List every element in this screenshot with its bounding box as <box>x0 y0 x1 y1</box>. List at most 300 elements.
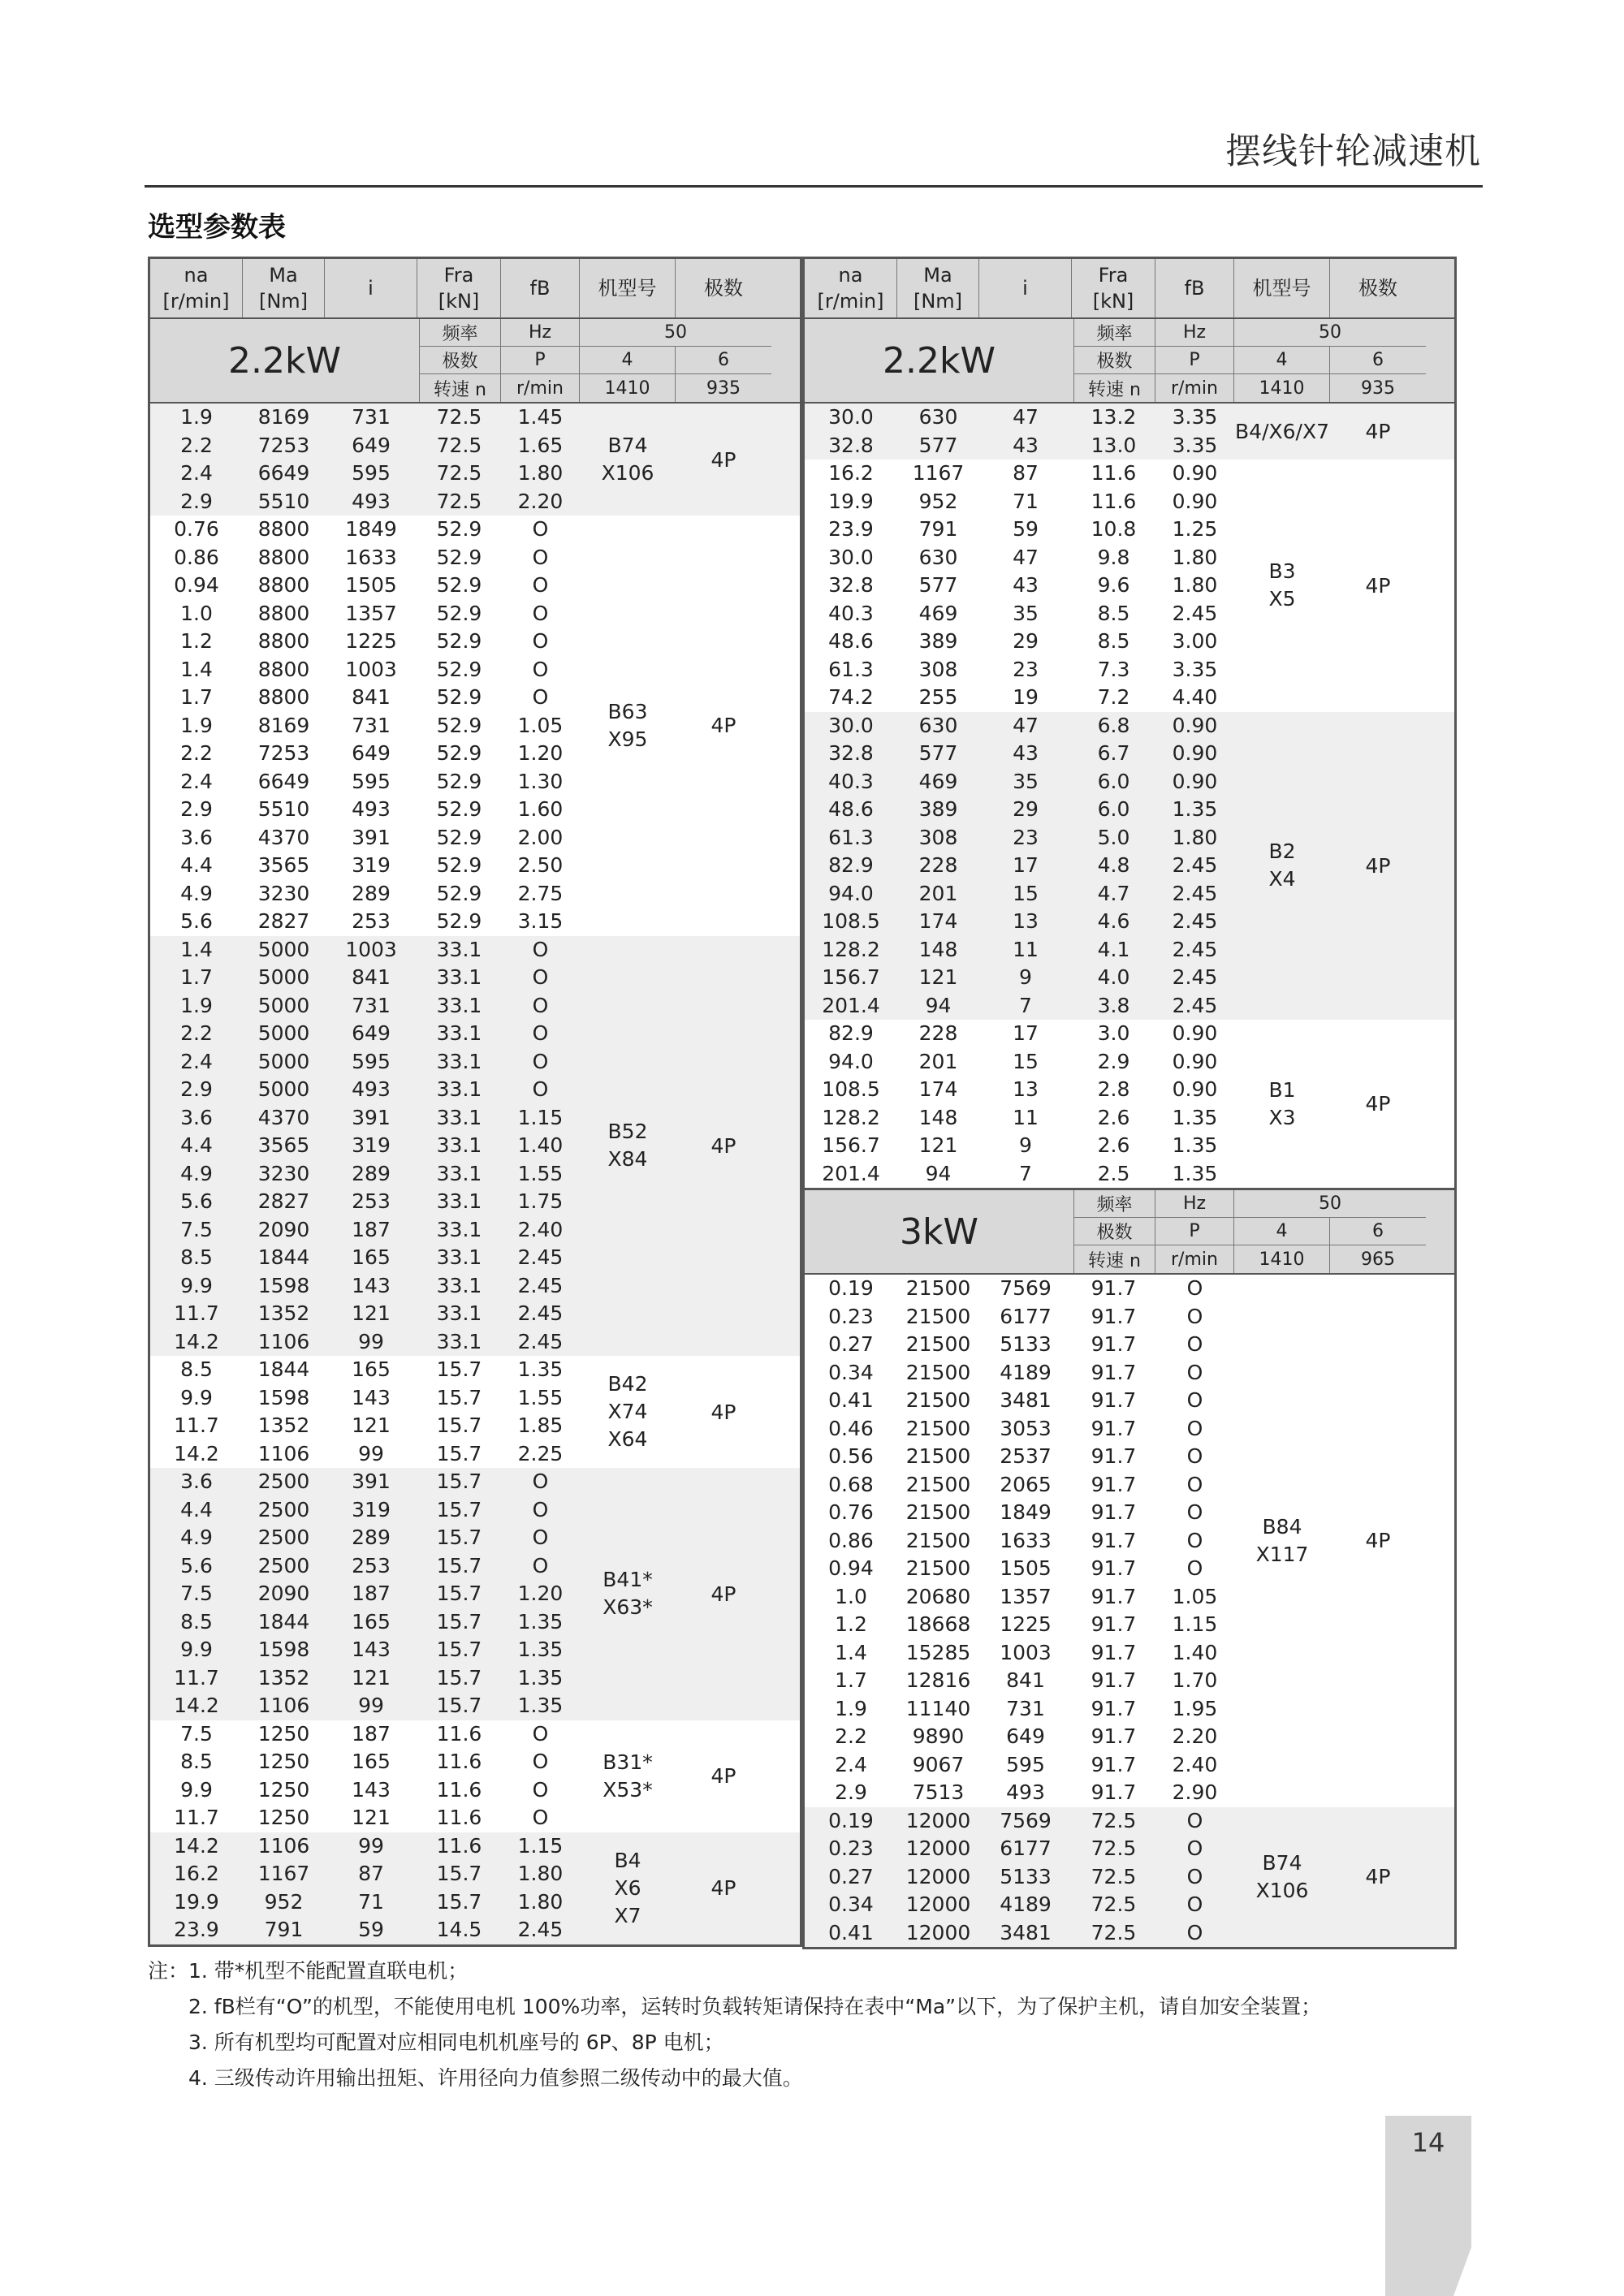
na-cell: 8.5 <box>180 1609 213 1634</box>
motor-power: 2.2kW <box>150 319 420 402</box>
ratio-cell: 143 <box>352 1777 391 1802</box>
table-row <box>805 460 1234 488</box>
na-cell: 0.27 <box>828 1864 874 1888</box>
freq-label: 频率 <box>1074 1190 1155 1218</box>
ratio-cell: 13 <box>1013 909 1039 933</box>
fra-cell: 91.7 <box>1091 1472 1137 1496</box>
fb-cell: O <box>1186 1920 1203 1944</box>
ma-cell: 228 <box>918 1021 958 1045</box>
na-cell: 0.94 <box>828 1556 874 1580</box>
fb-cell: O <box>1186 1304 1203 1328</box>
column-header-unit: [r/min] <box>162 290 230 313</box>
na-cell: 4.9 <box>180 1526 213 1549</box>
ratio-cell: 1849 <box>345 517 397 541</box>
ma-cell: 952 <box>918 489 958 513</box>
na-cell: 2.2 <box>180 1021 213 1045</box>
model-cell <box>1234 1807 1330 1948</box>
column-header-unit: [r/min] <box>817 290 884 313</box>
ratio-cell: 35 <box>1013 601 1039 625</box>
fb-cell: 1.35 <box>517 1665 564 1690</box>
pole-unit: P <box>501 347 580 374</box>
ratio-cell: 99 <box>358 1329 384 1353</box>
notes <box>148 1953 1321 2096</box>
na-cell: 32.8 <box>828 573 874 597</box>
ratio-cell: 1505 <box>1000 1556 1052 1580</box>
ma-cell: 12000 <box>905 1808 971 1832</box>
model-number: B74 <box>1262 1850 1302 1875</box>
model-group <box>150 936 800 1357</box>
model-number: B4 <box>614 1848 641 1872</box>
fra-cell: 5.0 <box>1097 825 1130 849</box>
model-number: X64 <box>607 1427 648 1451</box>
ma-cell: 21500 <box>905 1416 971 1440</box>
freq-label: 频率 <box>1074 319 1155 347</box>
table-row <box>150 1412 580 1440</box>
model-cell <box>580 404 676 516</box>
na-cell: 108.5 <box>822 1077 880 1101</box>
fb-cell: 0.90 <box>1172 1049 1218 1073</box>
ratio-cell: 649 <box>352 741 391 765</box>
fb-cell: 2.45 <box>517 1273 564 1297</box>
table-row <box>805 712 1234 740</box>
na-cell: 5.6 <box>180 909 213 933</box>
ma-cell: 12000 <box>905 1836 971 1860</box>
column-header <box>1155 259 1234 317</box>
ma-cell: 94 <box>925 1161 952 1185</box>
ma-cell: 5000 <box>257 1077 310 1101</box>
na-cell: 1.7 <box>180 965 213 989</box>
fb-cell: 4.40 <box>1172 685 1218 709</box>
column-header-unit: [Nm] <box>913 290 963 313</box>
fb-cell: O <box>532 657 549 681</box>
na-cell: 9.9 <box>180 1777 213 1802</box>
ma-cell: 8800 <box>257 629 310 653</box>
table-row <box>805 1359 1234 1388</box>
ma-cell: 577 <box>918 741 958 765</box>
ma-cell: 1167 <box>912 461 965 485</box>
table-row <box>805 488 1234 516</box>
fb-cell: 1.80 <box>1172 545 1218 569</box>
group-rows <box>805 460 1234 712</box>
model-number: X74 <box>607 1400 648 1423</box>
poles-cell: 4P <box>710 1764 736 1788</box>
na-cell: 1.0 <box>835 1584 867 1608</box>
na-cell: 32.8 <box>828 433 874 457</box>
table-row <box>150 1776 580 1805</box>
fra-cell: 2.9 <box>1097 1049 1130 1073</box>
na-cell: 0.94 <box>174 573 219 597</box>
table-row <box>150 1020 580 1048</box>
ma-cell: 3230 <box>257 1161 310 1185</box>
fb-cell: 2.45 <box>1172 993 1218 1017</box>
table-row <box>150 1552 580 1581</box>
fra-cell: 11.6 <box>436 1750 482 1773</box>
ma-cell: 9890 <box>912 1724 965 1748</box>
table-row <box>805 516 1234 544</box>
model-cell <box>1234 712 1330 1021</box>
fb-cell: 2.45 <box>1172 965 1218 989</box>
ma-cell: 2827 <box>257 1189 310 1213</box>
column-header <box>417 259 501 317</box>
ratio-cell: 121 <box>352 1413 391 1437</box>
fra-cell: 2.8 <box>1097 1077 1130 1101</box>
ratio-cell: 289 <box>352 1526 391 1549</box>
motor-power: 3kW <box>805 1190 1074 1273</box>
ratio-cell: 23 <box>1013 657 1039 681</box>
fra-cell: 15.7 <box>436 1582 482 1605</box>
column-header-label: fB <box>1184 277 1205 300</box>
ratio-cell: 29 <box>1013 629 1039 653</box>
fra-cell: 3.0 <box>1097 1021 1130 1045</box>
speed-6: 935 <box>1361 378 1395 399</box>
ratio-cell: 187 <box>352 1582 391 1605</box>
fra-cell: 15.7 <box>436 1665 482 1690</box>
ma-cell: 1250 <box>257 1750 310 1773</box>
model-group <box>150 516 800 936</box>
na-cell: 2.2 <box>180 433 213 457</box>
fra-cell: 7.2 <box>1097 685 1130 709</box>
section-title: 选型参数表 <box>148 211 286 244</box>
speed-4: 1410 <box>1234 374 1330 402</box>
table-row <box>805 1020 1234 1048</box>
ratio-cell: 99 <box>358 1694 384 1717</box>
ma-cell: 12000 <box>905 1892 971 1916</box>
na-cell: 0.19 <box>828 1276 874 1300</box>
ma-cell: 3230 <box>257 881 310 905</box>
ratio-cell: 595 <box>352 769 391 793</box>
column-header-unit: [kN] <box>1092 290 1134 313</box>
table-row <box>150 1664 580 1693</box>
na-cell: 0.23 <box>828 1304 874 1328</box>
table-row <box>150 908 580 936</box>
na-cell: 2.2 <box>835 1724 867 1748</box>
ma-cell: 2500 <box>257 1526 310 1549</box>
table-row <box>805 1779 1234 1807</box>
ma-cell: 1106 <box>257 1694 310 1717</box>
na-cell: 1.9 <box>180 993 213 1017</box>
fb-cell: 2.20 <box>517 489 564 513</box>
pole-label: 极数 <box>1074 347 1155 374</box>
fb-cell: 1.20 <box>517 741 564 765</box>
fb-cell: 1.80 <box>517 1889 564 1914</box>
ratio-cell: 4189 <box>1000 1360 1052 1384</box>
ma-cell: 8800 <box>257 685 310 709</box>
ma-cell: 2090 <box>257 1217 310 1241</box>
fb-cell: 1.15 <box>1172 1612 1218 1636</box>
na-cell: 40.3 <box>828 769 874 793</box>
fb-cell: 0.90 <box>1172 1021 1218 1045</box>
table-row <box>805 1807 1234 1836</box>
model-number: X84 <box>607 1147 648 1172</box>
fra-cell: 33.1 <box>436 1049 482 1073</box>
model-number: X3 <box>1268 1105 1296 1129</box>
fra-cell: 15.7 <box>436 1441 482 1465</box>
table-row <box>805 880 1234 908</box>
na-cell: 11.7 <box>174 1413 219 1437</box>
freq-label: 频率 <box>420 319 501 347</box>
poles-cell: 4P <box>710 1876 736 1900</box>
poles-cell: 4P <box>1365 1092 1391 1116</box>
ratio-cell: 391 <box>352 1470 391 1493</box>
fra-cell: 72.5 <box>1091 1836 1137 1860</box>
ratio-cell: 5133 <box>1000 1864 1052 1888</box>
na-cell: 2.4 <box>180 461 213 485</box>
ratio-cell: 19 <box>1013 685 1039 709</box>
ma-cell: 2500 <box>257 1470 310 1493</box>
table-row <box>150 1636 580 1664</box>
na-cell: 19.9 <box>174 1889 219 1914</box>
ma-cell: 12000 <box>905 1920 971 1944</box>
ma-cell: 577 <box>918 573 958 597</box>
ma-cell: 577 <box>918 433 958 457</box>
column-header-label: Ma <box>923 264 952 287</box>
ma-cell: 1106 <box>257 1441 310 1465</box>
fra-cell: 33.1 <box>436 1133 482 1157</box>
column-header <box>243 259 325 317</box>
na-cell: 2.9 <box>180 797 213 821</box>
na-cell: 0.46 <box>828 1416 874 1440</box>
fb-cell: 3.00 <box>1172 629 1218 653</box>
fra-cell: 3.8 <box>1097 993 1130 1017</box>
na-cell: 1.9 <box>835 1696 867 1720</box>
fra-cell: 52.9 <box>436 713 482 737</box>
na-cell: 1.2 <box>835 1612 867 1636</box>
pole-4: 4 <box>1234 1218 1330 1245</box>
table-row <box>805 1583 1234 1612</box>
na-cell: 30.0 <box>828 713 874 737</box>
table-row <box>805 1132 1234 1160</box>
ratio-cell: 289 <box>352 881 391 905</box>
fb-cell: 1.35 <box>1172 797 1218 821</box>
ratio-cell: 1225 <box>345 629 397 653</box>
na-cell: 7.5 <box>180 1721 213 1746</box>
fra-cell: 4.7 <box>1097 881 1130 905</box>
table-row <box>805 1471 1234 1500</box>
column-header <box>501 259 580 317</box>
model-number: B42 <box>607 1372 648 1396</box>
ma-cell: 1250 <box>257 1721 310 1746</box>
ma-cell: 94 <box>925 993 952 1017</box>
fb-cell: O <box>532 965 549 989</box>
na-cell: 82.9 <box>828 1021 874 1045</box>
table-row <box>805 1751 1234 1780</box>
fra-cell: 15.7 <box>436 1413 482 1437</box>
speed-6: 935 <box>706 378 741 399</box>
na-cell: 4.4 <box>180 1497 213 1521</box>
fra-cell: 91.7 <box>1091 1696 1137 1720</box>
fra-cell: 15.7 <box>436 1357 482 1381</box>
na-cell: 14.2 <box>174 1694 219 1717</box>
fb-cell: 1.45 <box>517 405 564 429</box>
ratio-cell: 253 <box>352 1553 391 1577</box>
model-cell <box>1234 1020 1330 1188</box>
group-rows <box>805 1020 1234 1188</box>
ratio-cell: 319 <box>352 1133 391 1157</box>
na-cell: 3.6 <box>180 1105 213 1129</box>
ma-cell: 8800 <box>257 601 310 625</box>
na-cell: 0.76 <box>174 517 219 541</box>
ma-cell: 21500 <box>905 1304 971 1328</box>
fb-cell: 2.45 <box>517 1245 564 1269</box>
fb-cell: 2.25 <box>517 1441 564 1465</box>
column-header-label: fB <box>529 277 551 300</box>
na-cell: 11.7 <box>174 1806 219 1829</box>
table-row <box>150 992 580 1021</box>
table-row <box>150 1300 580 1328</box>
model-number: B52 <box>607 1120 648 1144</box>
column-header-label: na <box>184 264 209 287</box>
ratio-cell: 165 <box>352 1750 391 1773</box>
model-number: X63* <box>603 1595 653 1620</box>
na-cell: 0.34 <box>828 1360 874 1384</box>
poles-cell: 4P <box>1365 573 1391 598</box>
group-rows <box>150 404 580 516</box>
table-row <box>805 1863 1234 1892</box>
fra-cell: 4.8 <box>1097 853 1130 877</box>
ratio-cell: 17 <box>1013 1021 1039 1045</box>
table-row <box>805 1695 1234 1724</box>
table-row <box>805 572 1234 600</box>
ratio-cell: 493 <box>352 1077 391 1101</box>
na-cell: 14.2 <box>174 1441 219 1465</box>
na-cell: 4.9 <box>180 1161 213 1185</box>
fb-cell: 1.30 <box>517 769 564 793</box>
fra-cell: 8.5 <box>1097 629 1130 653</box>
pole-6: 6 <box>1330 347 1426 374</box>
table-row <box>150 1244 580 1272</box>
ma-cell: 8169 <box>257 713 310 737</box>
poles-cell: 4P <box>710 1400 736 1424</box>
ma-cell: 18668 <box>905 1612 971 1636</box>
na-cell: 16.2 <box>174 1862 219 1885</box>
fra-cell: 91.7 <box>1091 1360 1137 1384</box>
table-row <box>150 1188 580 1216</box>
column-header <box>979 259 1072 317</box>
ma-cell: 15285 <box>905 1640 971 1664</box>
ma-cell: 1250 <box>257 1777 310 1802</box>
fb-cell: O <box>532 601 549 625</box>
table-row <box>150 1580 580 1608</box>
ma-cell: 21500 <box>905 1388 971 1412</box>
table-row <box>150 404 580 432</box>
fb-cell: 1.15 <box>517 1105 564 1129</box>
speed-6: 965 <box>1361 1249 1395 1270</box>
na-cell: 0.41 <box>828 1388 874 1412</box>
fra-cell: 15.7 <box>436 1553 482 1577</box>
na-cell: 4.4 <box>180 853 213 877</box>
table-row <box>805 628 1234 656</box>
fra-cell: 72.5 <box>436 433 482 457</box>
na-cell: 30.0 <box>828 405 874 429</box>
ratio-cell: 6177 <box>1000 1836 1052 1860</box>
fb-cell: 3.15 <box>517 909 564 933</box>
table-row <box>150 1916 580 1944</box>
table-row <box>150 740 580 768</box>
na-cell: 16.2 <box>828 461 874 485</box>
table-row <box>805 684 1234 712</box>
table-row <box>150 488 580 516</box>
model-group <box>805 1020 1454 1188</box>
motor-power: 2.2kW <box>805 319 1074 402</box>
ma-cell: 148 <box>918 1105 958 1129</box>
pole-label: 极数 <box>420 347 501 374</box>
fra-cell: 15.7 <box>436 1609 482 1634</box>
fra-cell: 11.6 <box>436 1833 482 1858</box>
fb-cell: 1.05 <box>517 713 564 737</box>
model-group <box>805 712 1454 1021</box>
ratio-cell: 289 <box>352 1161 391 1185</box>
ma-cell: 5000 <box>257 1021 310 1045</box>
fb-cell: 0.90 <box>1172 489 1218 513</box>
poles-cell: 4P <box>1365 1529 1391 1553</box>
fb-cell: O <box>532 1077 549 1101</box>
fb-cell: 0.90 <box>1172 769 1218 793</box>
fra-cell: 13.2 <box>1091 405 1137 429</box>
ratio-cell: 47 <box>1013 713 1039 737</box>
ma-cell: 21500 <box>905 1444 971 1468</box>
table-row <box>805 656 1234 684</box>
table-row <box>150 572 580 600</box>
ma-cell: 791 <box>264 1918 304 1941</box>
fb-cell: 1.75 <box>517 1189 564 1213</box>
ma-cell: 308 <box>918 657 958 681</box>
fra-cell: 9.6 <box>1097 573 1130 597</box>
ma-cell: 1598 <box>257 1638 310 1661</box>
fra-cell: 33.1 <box>436 1161 482 1185</box>
fra-cell: 33.1 <box>436 965 482 989</box>
fra-cell: 91.7 <box>1091 1276 1137 1300</box>
poles-cell: 4P <box>1365 420 1391 443</box>
ratio-cell: 841 <box>352 965 391 989</box>
fb-cell: O <box>532 1553 549 1577</box>
fra-cell: 6.8 <box>1097 713 1130 737</box>
fb-cell: 2.20 <box>1172 1724 1218 1748</box>
fra-cell: 52.9 <box>436 629 482 653</box>
ratio-cell: 165 <box>352 1357 391 1381</box>
table-row <box>150 1048 580 1077</box>
na-cell: 128.2 <box>822 1105 880 1129</box>
ratio-cell: 87 <box>358 1862 384 1885</box>
fra-cell: 91.7 <box>1091 1612 1137 1636</box>
pole-label: 极数 <box>1074 1218 1155 1245</box>
fb-cell: 1.65 <box>517 433 564 457</box>
table-row <box>150 684 580 712</box>
fra-cell: 15.7 <box>436 1470 482 1493</box>
note-3: 3. 所有机型均可配置对应相同电机机座号的 6P、8P 电机； <box>188 2031 724 2054</box>
fb-cell: 0.90 <box>1172 713 1218 737</box>
fb-cell: 1.35 <box>517 1638 564 1661</box>
ma-cell: 630 <box>918 713 958 737</box>
speed-unit: r/min <box>1155 374 1234 402</box>
model-group <box>150 404 800 516</box>
fra-cell: 7.3 <box>1097 657 1130 681</box>
table-row <box>150 1608 580 1637</box>
table-row <box>150 1216 580 1245</box>
model-number: X95 <box>607 727 648 751</box>
na-cell: 156.7 <box>822 965 880 989</box>
ratio-cell: 253 <box>352 1189 391 1213</box>
ratio-cell: 1003 <box>1000 1640 1052 1664</box>
model-number: B74 <box>607 434 648 457</box>
model-group <box>150 1356 800 1468</box>
ratio-cell: 5133 <box>1000 1332 1052 1356</box>
table-row <box>150 1076 580 1104</box>
table-row <box>150 1132 580 1160</box>
fra-cell: 91.7 <box>1091 1444 1137 1468</box>
model-group <box>805 1275 1454 1807</box>
model-cell <box>580 1832 676 1944</box>
ratio-cell: 43 <box>1013 433 1039 457</box>
